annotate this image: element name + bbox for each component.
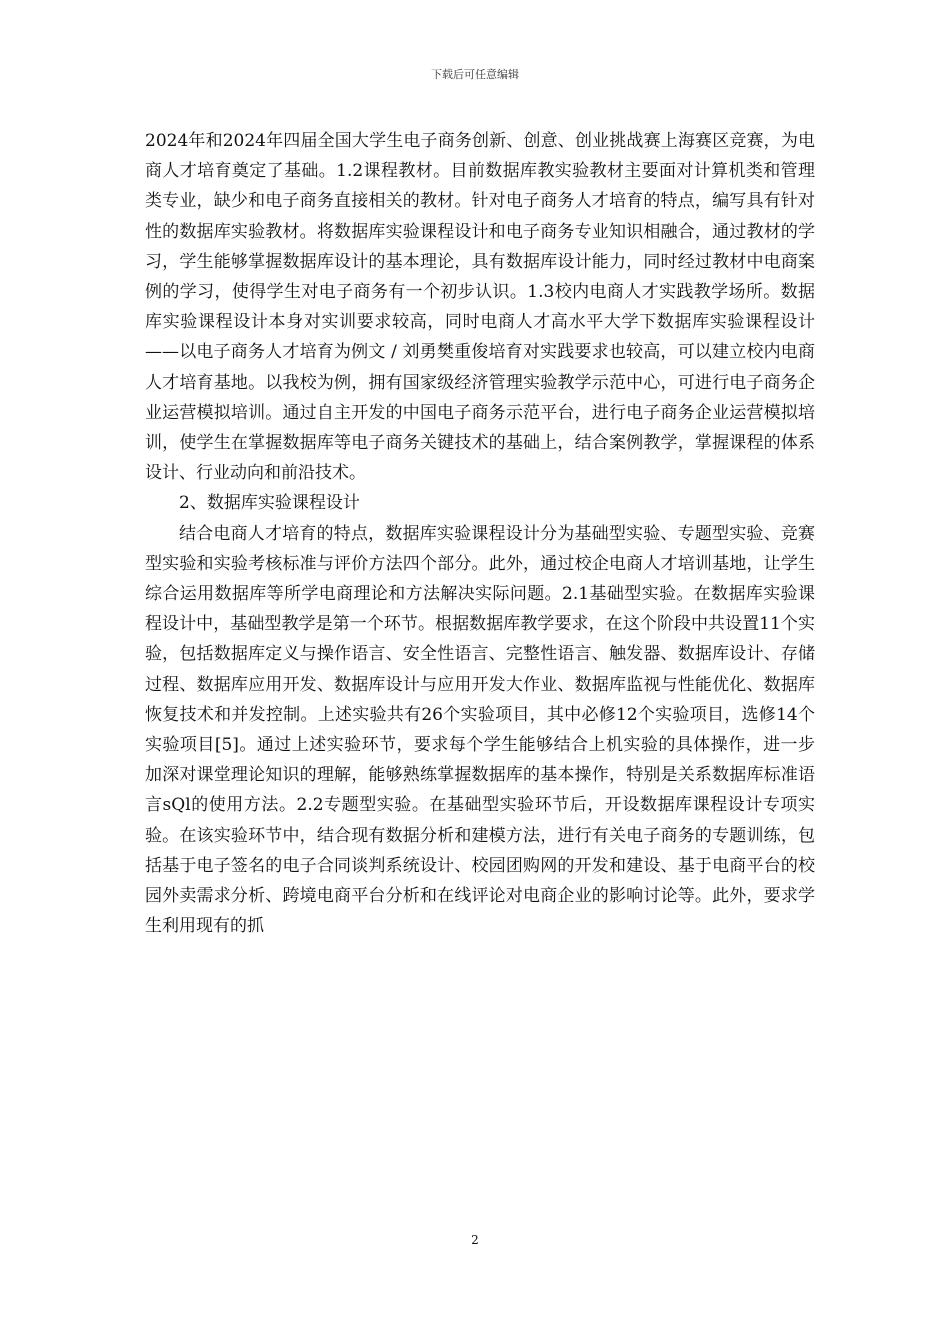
page-header: 下载后可任意编辑	[431, 68, 519, 81]
paragraph-course-design: 结合电商人才培育的特点，数据库实验课程设计分为基础型实验、专题型实验、竞赛型实验和实验考核标准与评价方法四个部分。此外，通过校企电商人才培训基地，让学生综合运用数据库等所学电商理论和方法解决实际问题。2.1基础型实验。在数据库实验课程设计中，基础型教学是第一个环节。根据数据库教学要求，在这个阶段中共设置11个实验，包括数据库定义与操作语言、安全性语言、完整性语言、触发器、数据库设计、存储过程、数据库应用开发、数据库设计与应用开发大作业、数据库监视与性能优化、数据库恢复技术和并发控制。上述实验共有26个实验项目，其中必修12个实验项目，选修14个实验项目[5]。通过上述实验环节，要求每个学生能够结合上机实验的具体操作，进一步加深对课堂理论知识的理解，能够熟练掌握数据库的基本操作，特别是关系数据库标准语言sQl的使用方法。2.2专题型实验。在基础型实验环节后，开设数据库课程设计专项实验。在该实验环节中，结合现有数据分析和建模方法，进行有关电子商务的专题训练，包括基于电子签名的电子合同谈判系统设计、校园团购网的开发和建设、基于电商平台的校园外卖需求分析、跨境电商平台分析和在线评论对电商企业的影响讨论等。此外，要求学生利用现有的抓	[145, 523, 815, 937]
section-heading: 2、数据库实验课程设计	[179, 493, 360, 514]
paragraph-course-materials: 2024年和2024年四届全国大学生电子商务创新、创意、创业挑战赛上海赛区竞赛，为电商人才培育奠定了基础。1.2课程教材。目前数据库教实验教材主要面对计算机类和管理类专业，缺少和电子商务直接相关的教材。针对电子商务人才培育的特点，编写具有针对性的数据库实验教材。将数据库实验课程设计和电子商务专业知识相融合，通过教材的学习，学生能够掌握数据库设计的基本理论，具有数据库设计能力，同时经过教材中电商案例的学习，使得学生对电子商务有一个初步认识。1.3校内电商人才实践教学场所。数据库实验课程设计本身对实训要求较高，同时电商人才高水平大学下数据库实验课程设计——以电子商务人才培育为例文 / 刘勇樊重俊培育对实践要求也较高，可以建立校内电商人才培育基地。以我校为例，拥有国家级经济管理实验教学示范中心，可进行电子商务企业运营模拟培训。通过自主开发的中国电子商务示范平台，进行电子商务企业运营模拟培训，使学生在掌握数据库等电子商务关键技术的基础上，结合案例教学，掌握课程的体系设计、行业动向和前沿技术。	[145, 131, 815, 484]
body-text	[145, 126, 815, 941]
page-number: 2	[471, 1233, 479, 1247]
